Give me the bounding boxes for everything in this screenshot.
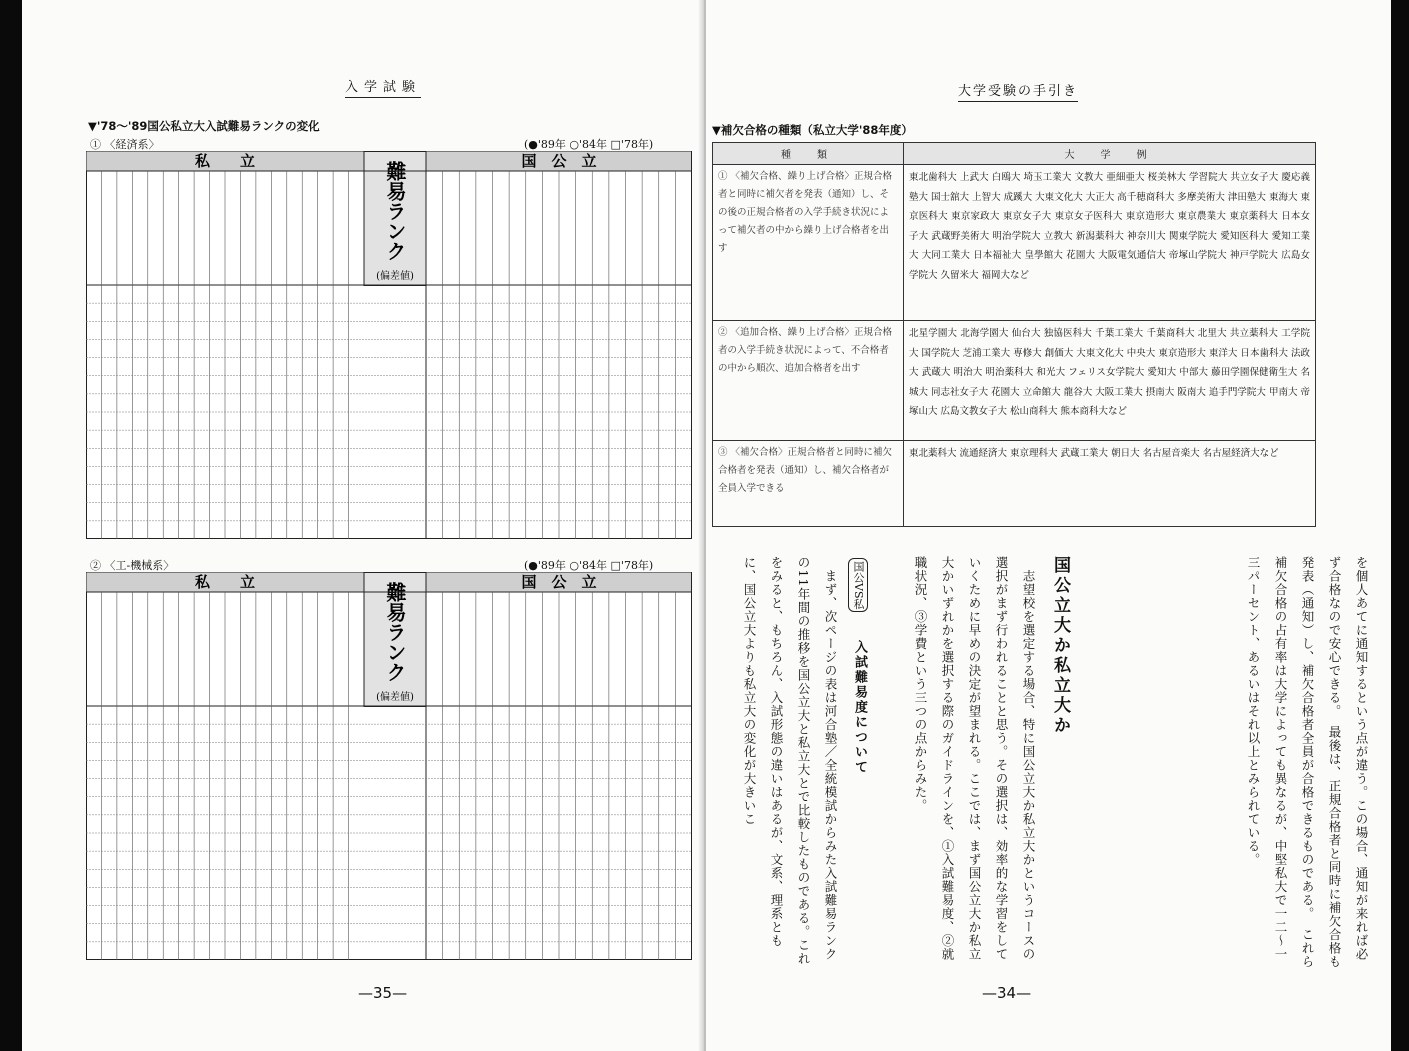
row3-type: ③ 〈補欠合格〉正規合格者と同時に補欠合格者を発表（通知）し、補欠合格者が全員入学できる bbox=[713, 441, 904, 527]
c2-rank-subtitle: (偏差値) bbox=[376, 692, 414, 703]
body-top-text: を個人あてに通知するという点が違う。この場合、通知が来れば必ず合格なので安心できる。 最後は、正規合格者と同時に補欠合格も発表（通知）し、補欠合格者全員が合格できるものである。 これら補欠合格の占有率は大学によっても異なるが、中堅私大で一二〜一三パーセント、あるいはそれ以上とみられている。 bbox=[1246, 556, 1369, 969]
scan-edge-left bbox=[0, 0, 22, 1051]
header-type: 種 類 bbox=[713, 143, 904, 165]
chart1-legend: (●'89年 ○'84年 □'78年) bbox=[524, 138, 654, 151]
chart1-table bbox=[86, 151, 692, 539]
page-number-right: —34— bbox=[982, 984, 1032, 1002]
table-title: ▼補欠合格の種類（私立大学'88年度） bbox=[712, 123, 913, 137]
section-title: ▼'78〜'89国公私立大入試難易ランクの変化 bbox=[88, 119, 320, 133]
chart1-grid bbox=[86, 151, 692, 539]
page-34 bbox=[706, 0, 1409, 1051]
heading-difficulty: 入試難易度について bbox=[852, 640, 867, 775]
header-examples: 大 学 例 bbox=[904, 143, 1316, 165]
essay-title: 国公立大か私立大か bbox=[1050, 556, 1070, 736]
c2-public-header: 国 公 立 bbox=[521, 573, 597, 591]
c1-private-header: 私 立 bbox=[194, 152, 256, 170]
row2-examples: 北星学園大 北海学園大 仙台大 独協医科大 千葉工業大 千葉商科大 北里大 共立薬科大 工学院大 国学院大 芝浦工業大 専修大 創価大 大東文化大 中央大 東京造形大 東洋大 日本歯科大 法政大 武蔵大 明治大 明治薬科大 和光大 フェリス女学院大 愛知大 中部大 藤田学園保健衛生大 名城大 同志社女子大 花園大 立命館大 龍谷大 大阪工業大 摂南大 阪南大 追手門学院大 甲南大 帝塚山大 広島文教女子大 松山商科大 熊本商科大など bbox=[904, 321, 1316, 441]
row1-type: ① 〈補欠合格、繰り上げ合格〉正規合格者と同時に補欠者を発表（通知）し、その後の正規合格者の入学手続き状況によって補欠者の中から繰り上げ合格者を出す bbox=[713, 165, 904, 321]
chart2-grid bbox=[86, 572, 692, 960]
c1-public-header: 国 公 立 bbox=[521, 152, 597, 170]
essay-para2: まず、次ページの表は河合塾／全統模試からみた入試難易ランクの11年間の推移を国公立大と私立大とで比較したものである。これをみると、もちろん、入試形態の違いはあるが、文系、理系ともに、国公立大よりも私立大の変化が大きいこ bbox=[742, 556, 838, 966]
chart1-subtitle: ① 〈経済系〉 bbox=[90, 138, 160, 151]
chart2-legend: (●'89年 ○'84年 □'78年) bbox=[524, 559, 654, 572]
chart2-subtitle: ② 〈工-機械系〉 bbox=[90, 559, 175, 572]
running-head-left: 入学試験 bbox=[345, 76, 421, 98]
kokko-vs-shi-badge: 国公VS私 bbox=[848, 558, 868, 612]
row2-type: ② 〈追加合格、繰り上げ合格〉正規合格者の入学手続き状況によって、不合格者の中から順次、追加合格者を出す bbox=[713, 321, 904, 441]
c2-rank-title: 難易ランク bbox=[383, 582, 407, 682]
row1-examples: 東北歯科大 上武大 白鴎大 埼玉工業大 文教大 亜細亜大 桜美林大 学習院大 共立女子大 慶応義塾大 国士舘大 上智大 成蹊大 大東文化大 大正大 高千穂商科大 多摩美術大 津田塾大 東海大 東京医科大 東京家政大 東京女子大 東京女子医科大 東京造形大 東京農業大 東京薬科大 日本女子大 武蔵野美術大 明治学院大 立教大 新潟薬科大 神奈川大 関東学院大 愛知医科大 愛知工業大 大同工業大 日本福祉大 皇學館大 花園大 大阪電気通信大 帝塚山学院大 神戸学院大 広島女学院大 久留米大 福岡大など bbox=[904, 165, 1316, 321]
c2-private-header: 私 立 bbox=[194, 573, 256, 591]
row3-examples: 東北薬科大 流通経済大 東京理科大 武蔵工業大 朝日大 名古屋音楽大 名古屋経済大など bbox=[904, 441, 1316, 527]
essay-para1: 志望校を選定する場合、特に国公立大か私立大かというコースの選択がまず行われることと思う。その選択は、効率的な学習をしていくために早めの決定が望まれる。ここでは、まず国公立大か私立大かいずれかを選択する際のガイドラインを、①入試難易度、②就職状況、③学費という三つの点からみた。 bbox=[913, 556, 1036, 961]
c1-rank-title: 難易ランク bbox=[383, 161, 407, 261]
page-35 bbox=[0, 0, 704, 1051]
chart2-table bbox=[86, 572, 692, 960]
running-head-right: 大学受験の手引き bbox=[958, 80, 1078, 102]
page-number-left: —35— bbox=[358, 984, 408, 1002]
scan-edge-right bbox=[1391, 0, 1409, 1051]
c1-rank-subtitle: (偏差値) bbox=[376, 271, 414, 282]
hoketsu-table bbox=[712, 142, 1316, 527]
